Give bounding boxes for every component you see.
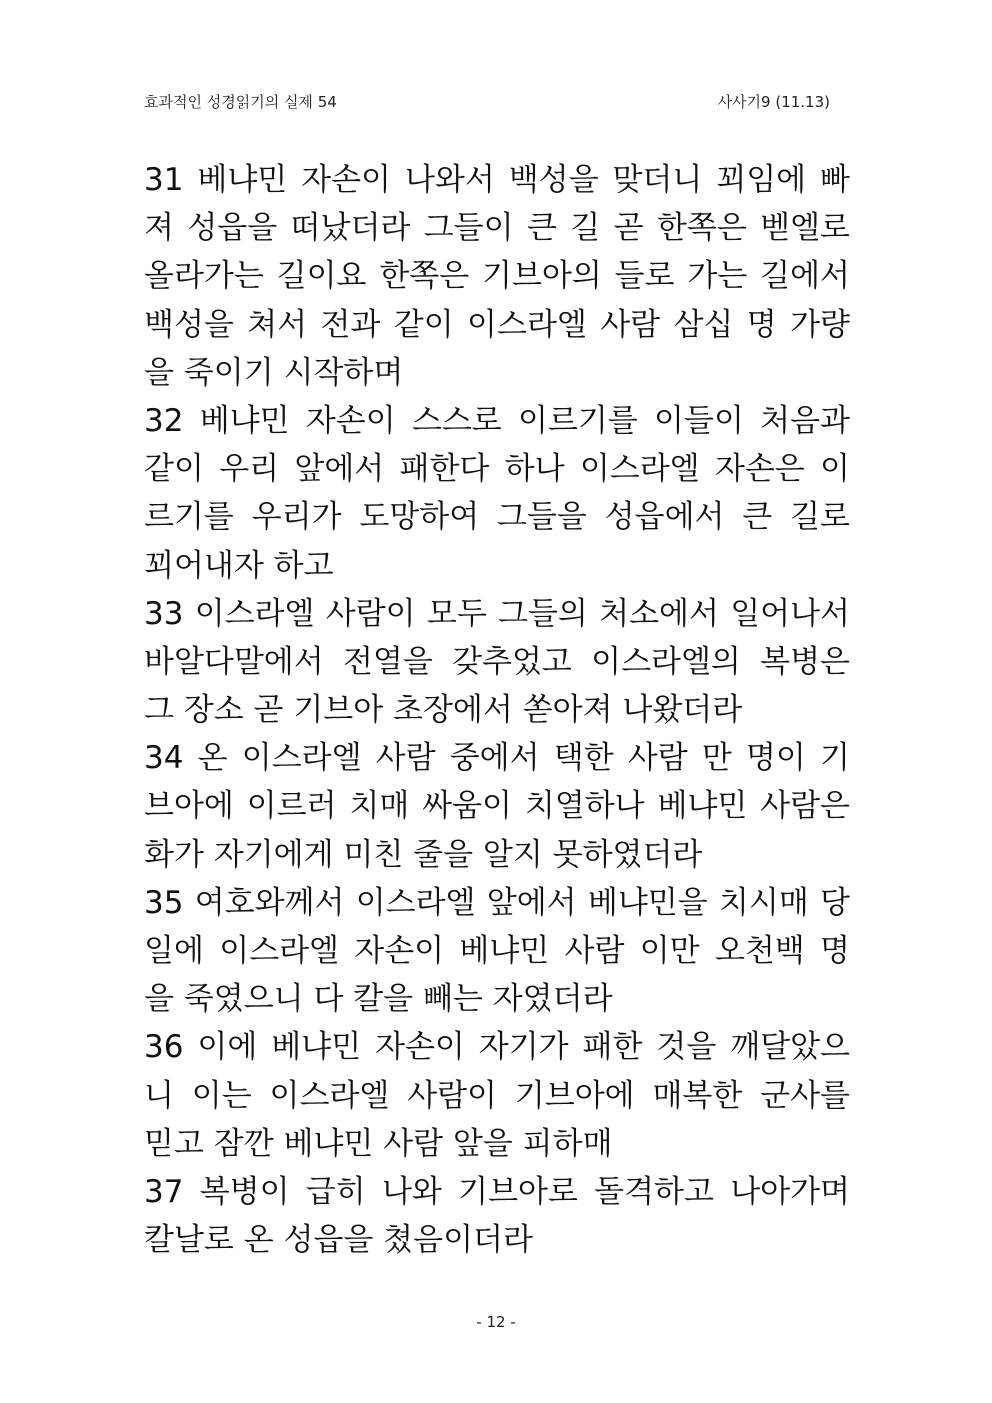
running-header-title: 효과적인 성경읽기의 실제 54 bbox=[144, 93, 337, 111]
verse-line: 32 베냐민 자손이 스스로 이르기를 이들이 처음과 bbox=[144, 402, 850, 439]
verse-line: 올라가는 길이요 한쪽은 기브아의 들로 가는 길에서 bbox=[144, 258, 850, 295]
verse-line: 을 죽이기 시작하며 bbox=[144, 354, 404, 391]
verse-line: 져 성읍을 떠났더라 그들이 큰 길 곧 한쪽은 벧엘로 bbox=[144, 210, 850, 247]
verse-line: 35 여호와께서 이스라엘 앞에서 베냐민을 치시매 당 bbox=[144, 884, 850, 921]
verse-line: 31 베냐민 자손이 나와서 백성을 맞더니 꾀임에 빠 bbox=[144, 162, 850, 198]
verse-line: 33 이스라엘 사람이 모두 그들의 처소에서 일어나서 bbox=[144, 595, 850, 632]
verse-line: 믿고 잠깐 베냐민 사람 앞을 피하매 bbox=[144, 1125, 613, 1162]
verse-line: 36 이에 베냐민 자손이 자기가 패한 것을 깨달았으 bbox=[144, 1029, 850, 1066]
verse-line: 백성을 쳐서 전과 같이 이스라엘 사람 삼십 명 가량 bbox=[144, 306, 850, 343]
verse-line: 을 죽였으니 다 칼을 빼는 자였더라 bbox=[144, 981, 613, 1018]
verse-line: 같이 우리 앞에서 패한다 하나 이스라엘 자손은 이 bbox=[144, 451, 850, 488]
verse-line: 바알다말에서 전열을 갖추었고 이스라엘의 복병은 bbox=[144, 643, 850, 680]
verse-line: 니 이는 이스라엘 사람이 기브아에 매복한 군사를 bbox=[144, 1077, 850, 1114]
verse-line: 칼날로 온 성읍을 쳤음이더라 bbox=[144, 1222, 533, 1259]
page-number: - 12 - bbox=[476, 1313, 516, 1331]
verse-line: 화가 자기에게 미친 줄을 알지 못하였더라 bbox=[144, 836, 703, 873]
verse-line: 그 장소 곧 기브아 초장에서 쏟아져 나왔더라 bbox=[144, 692, 743, 729]
verse-line: 일에 이스라엘 자손이 베냐민 사람 이만 오천백 명 bbox=[144, 933, 850, 969]
scripture-body bbox=[144, 156, 850, 1264]
running-header-chapter: 사사기9 (11.13) bbox=[717, 93, 830, 111]
verse-line: 37 복병이 급히 나와 기브아로 돌격하고 나아가며 bbox=[144, 1173, 850, 1210]
verse-line: 르기를 우리가 도망하여 그들을 성읍에서 큰 길로 bbox=[144, 499, 850, 536]
verse-line: 꾀어내자 하고 bbox=[144, 547, 334, 584]
verse-line: 브아에 이르러 치매 싸움이 치열하나 베냐민 사람은 bbox=[144, 788, 850, 825]
verse-line: 34 온 이스라엘 사람 중에서 택한 사람 만 명이 기 bbox=[144, 740, 850, 777]
